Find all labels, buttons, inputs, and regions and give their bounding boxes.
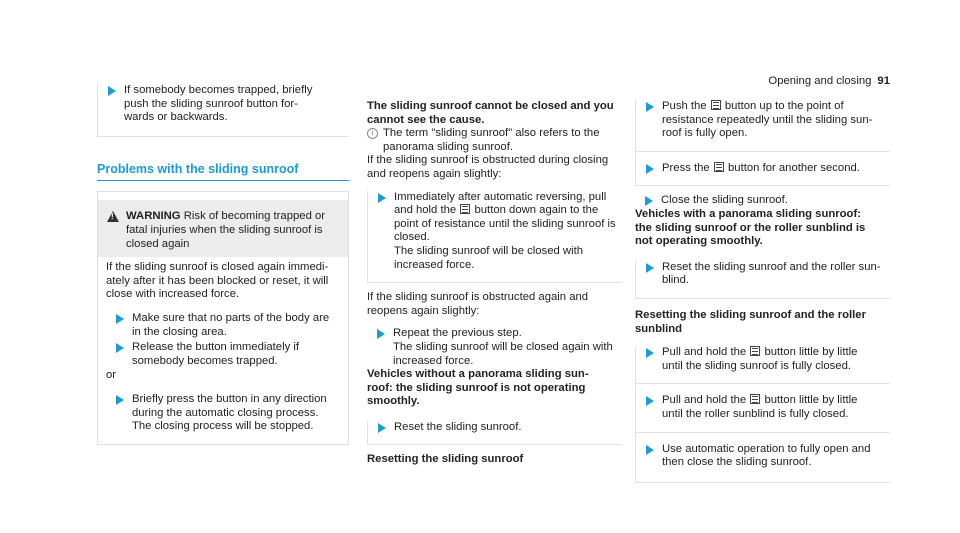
text-line: Repeat the previous step. xyxy=(393,327,522,340)
text-line: Immediately after automatic reversing, pull xyxy=(394,190,607,203)
warning-icon xyxy=(107,211,119,222)
subhead-line: smoothly. xyxy=(367,395,420,408)
step-automatic-operation xyxy=(636,443,890,470)
text-line: during the automatic closing process. xyxy=(132,406,319,419)
step-repeat xyxy=(367,327,622,368)
page-header xyxy=(760,75,890,89)
subhead-line: roof: the sliding sunroof is not operating xyxy=(367,381,586,394)
text-line: closed. xyxy=(394,231,430,244)
text-fragment: Pull and hold the xyxy=(662,394,747,407)
text-fragment: and hold the xyxy=(394,204,457,217)
text-line: Use automatic operation to fully open and xyxy=(662,442,871,455)
text-fragment: button up to the point of xyxy=(724,100,844,112)
text-line: If the sliding sunroof is obstructed during closing xyxy=(367,154,609,167)
section-title: Opening and closing xyxy=(768,75,872,87)
problem-title-line: cannot see the cause. xyxy=(367,113,485,126)
step-arrow-icon xyxy=(646,263,654,273)
warning-box xyxy=(97,191,349,444)
text-fragment: Push the xyxy=(662,100,707,112)
text-line: push the sliding sunroof button for- xyxy=(124,97,298,110)
text-fragment: Press the xyxy=(662,161,710,174)
text-line: ately after it has been blocked or reset, it will xyxy=(106,274,329,287)
reset-heading-line: Resetting the sliding sunroof and the roller xyxy=(635,308,866,321)
step-close-sunroof xyxy=(635,194,890,208)
warning-text-line: Risk of becoming trapped or xyxy=(183,210,326,223)
text-fragment: button for another second. xyxy=(728,161,860,174)
text-line: The closing process will be stopped. xyxy=(132,420,314,433)
text-fragment: button down again to the xyxy=(474,204,599,217)
step-reset-sunroof xyxy=(368,421,622,435)
reset-heading: Resetting the sliding sunroof xyxy=(367,453,524,466)
step-arrow-icon xyxy=(645,196,653,206)
step-pull-sunroof xyxy=(636,346,890,373)
step-box-pull-sunroof xyxy=(635,346,890,384)
step-box-1 xyxy=(367,191,622,284)
text-line: increased force. xyxy=(393,354,474,367)
sunroof-button-icon xyxy=(711,100,721,110)
text-line: then close the sliding sunroof. xyxy=(662,456,812,469)
text-line: until the roller sunblind is fully closed. xyxy=(662,407,849,420)
text-line: Briefly press the button in any direction xyxy=(132,392,327,405)
text-line: somebody becomes trapped. xyxy=(132,354,278,367)
section-heading: Problems with the sliding sunroof xyxy=(97,163,349,182)
column-left xyxy=(97,84,349,445)
text-fragment: button little by little xyxy=(764,394,858,407)
step-box-reset-both xyxy=(635,261,890,299)
step-arrow-icon xyxy=(377,329,385,339)
text-line: Close the sliding sunroof. xyxy=(661,194,788,207)
text-line: close with increased force. xyxy=(106,288,240,301)
info-icon: i xyxy=(367,128,378,139)
step-no-body-parts xyxy=(106,312,340,339)
text-line: resistance repeatedly until the sliding sun- xyxy=(662,113,873,126)
text-line: reopens again slightly: xyxy=(367,304,480,317)
text-line: The sliding sunroof will be closed again with xyxy=(393,340,613,353)
text-line: The term "sliding sunroof" also refers to the xyxy=(383,127,600,140)
text-line: increased force. xyxy=(394,258,475,271)
step-arrow-icon xyxy=(646,348,654,358)
warning-label: WARNING xyxy=(126,210,181,223)
text-line: blind. xyxy=(662,274,690,287)
step-push-button xyxy=(636,100,890,141)
sunroof-button-icon xyxy=(750,346,760,356)
text-line: and reopens again slightly: xyxy=(367,167,502,180)
text-line: roof is fully open. xyxy=(662,127,748,140)
text-line: until the sliding sunroof is fully closed. xyxy=(662,359,852,372)
sunroof-button-icon xyxy=(750,394,760,404)
step-pull-sunblind xyxy=(636,394,890,421)
text-line: Make sure that no parts of the body are xyxy=(132,311,330,324)
warning-body xyxy=(98,257,348,444)
warning-text-line: fatal injuries when the sliding sunroof is xyxy=(126,223,323,236)
text-line: point of resistance until the sliding sunroof is xyxy=(394,217,616,230)
column-middle xyxy=(367,100,622,467)
step-box-press xyxy=(635,152,890,187)
text-fragment: Pull and hold the xyxy=(662,346,747,359)
reset-heading-line: sunblind xyxy=(635,322,683,335)
step-box-pull-sunblind xyxy=(635,384,890,432)
step-arrow-icon xyxy=(378,193,386,203)
step-arrow-icon xyxy=(646,164,654,174)
step-press-button xyxy=(636,162,890,176)
text-line: wards or backwards. xyxy=(124,111,228,124)
step-arrow-icon xyxy=(378,423,386,433)
step-arrow-icon xyxy=(646,102,654,112)
step-box-push xyxy=(635,100,890,152)
subhead-line: not operating smoothly. xyxy=(635,235,763,248)
step-arrow-icon xyxy=(116,343,124,353)
step-box-reset xyxy=(367,421,622,446)
step-box-automatic xyxy=(635,433,890,483)
step-arrow-icon xyxy=(116,395,124,405)
sunroof-button-icon xyxy=(714,162,724,172)
warning-header xyxy=(98,200,348,257)
subhead-line: the sliding sunroof or the roller sunblind is xyxy=(635,221,866,234)
step-pull-hold xyxy=(368,191,622,273)
text-line: If the sliding sunroof is closed again immedi- xyxy=(106,261,329,274)
step-release-trapped xyxy=(98,84,349,125)
page-number: 91 xyxy=(877,75,890,87)
column-right xyxy=(635,100,890,483)
step-release-button xyxy=(106,341,340,368)
text-line: Release the button immediately if xyxy=(132,341,300,354)
text-fragment: button little by little xyxy=(764,346,858,359)
or-label: or xyxy=(106,369,117,382)
warning-text-line: closed again xyxy=(126,237,190,250)
top-step-box xyxy=(97,84,349,137)
subhead-line: Vehicles without a panorama sliding sun- xyxy=(367,368,589,381)
step-arrow-icon xyxy=(646,396,654,406)
text-line: in the closing area. xyxy=(132,325,227,338)
step-arrow-icon xyxy=(108,86,116,96)
subhead-line: Vehicles with a panorama sliding sunroof: xyxy=(635,207,861,220)
text-line: Reset the sliding sunroof. xyxy=(394,420,522,433)
step-reset-both xyxy=(636,261,890,288)
text-line: If somebody becomes trapped, briefly xyxy=(124,84,313,96)
sunroof-button-icon xyxy=(460,204,470,214)
info-note xyxy=(367,127,622,154)
step-arrow-icon xyxy=(116,314,124,324)
text-line: If the sliding sunroof is obstructed again and xyxy=(367,291,589,304)
problem-title-line: The sliding sunroof cannot be closed and you xyxy=(367,100,614,112)
text-line: panorama sliding sunroof. xyxy=(383,140,513,153)
step-briefly-press xyxy=(106,393,340,434)
text-line: Reset the sliding sunroof and the roller sun- xyxy=(662,260,881,273)
text-line: The sliding sunroof will be closed with xyxy=(394,244,584,257)
step-arrow-icon xyxy=(646,445,654,455)
